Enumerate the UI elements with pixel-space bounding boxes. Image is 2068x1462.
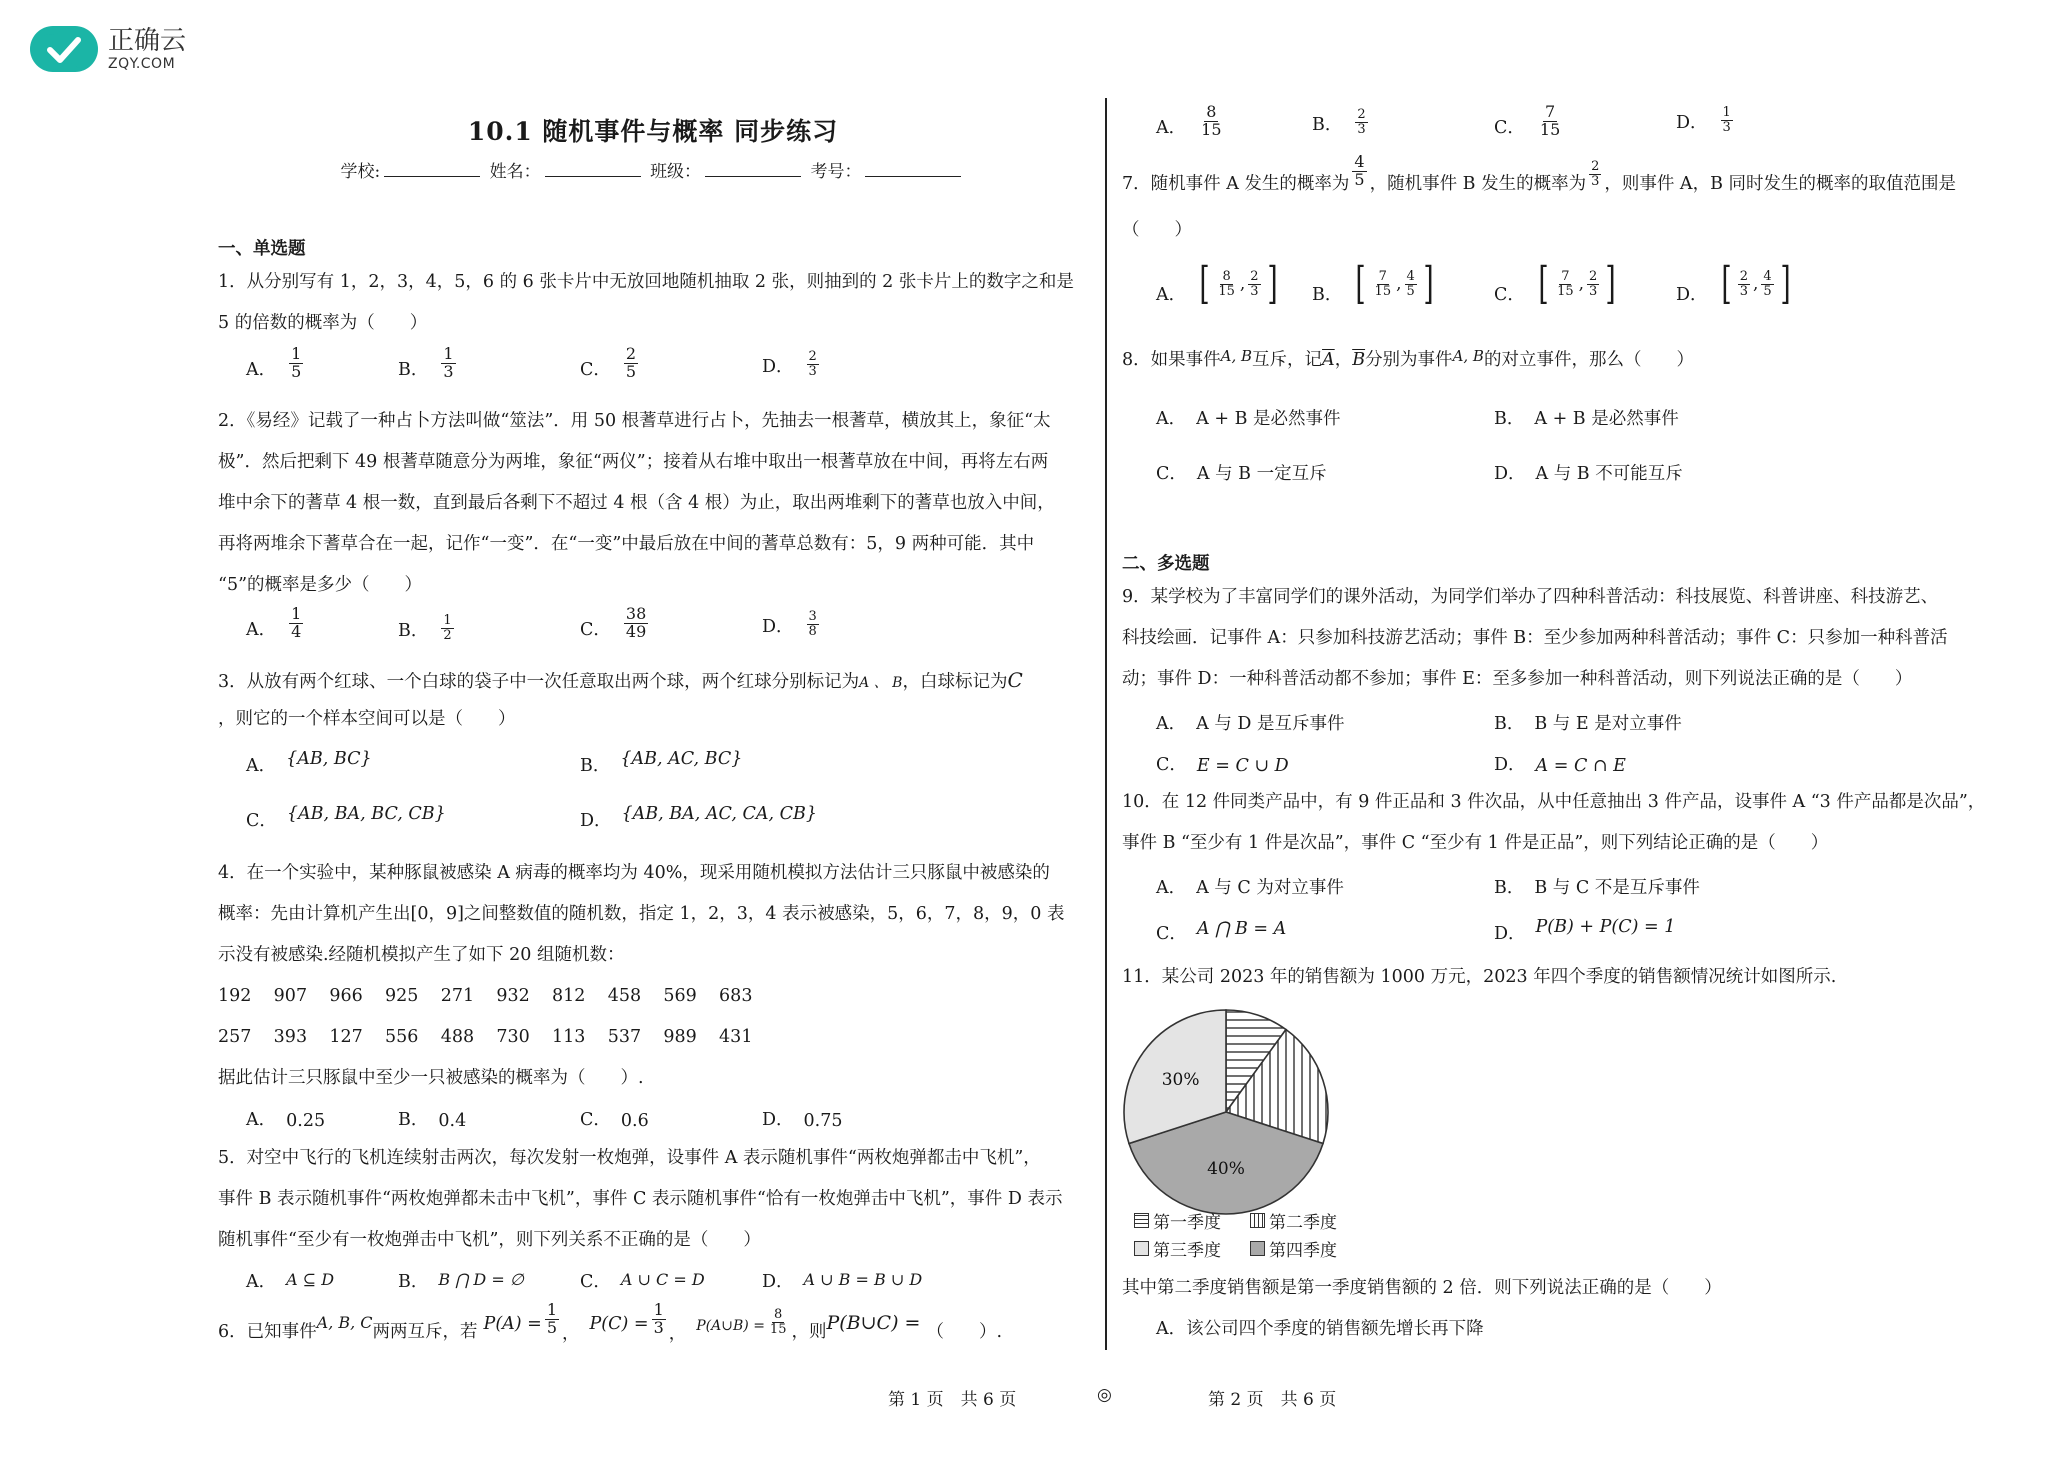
q11-line-2: 其中第二季度销售额是第一季度销售额的 2 倍．则下列说法正确的是（ ） bbox=[1122, 1278, 1722, 1298]
q6-option-d[interactable] bbox=[1676, 106, 1736, 134]
q7-mid: ，随机事件 B 发生的概率为 bbox=[1369, 173, 1587, 194]
q9-option-c[interactable] bbox=[1156, 751, 1289, 776]
q4-option-a[interactable] bbox=[246, 1106, 325, 1131]
q1-line-1: 1．从分别写有 1，2，3，4，5，6 的 6 张卡片中无放回地随机抽取 2 张，则抽到的 2 张卡片上的数字之和是 bbox=[218, 272, 1074, 292]
option-set: {AB, AC, BC} bbox=[620, 749, 743, 769]
q2-option-b[interactable] bbox=[398, 614, 457, 642]
q8-mid2: 分别为事件 bbox=[1365, 350, 1453, 370]
denominator: 5 bbox=[1763, 283, 1772, 299]
checkmark-cloud-icon bbox=[30, 26, 98, 72]
option-label: C． bbox=[580, 619, 611, 640]
q2-line-2: 极”．然后把剩下 49 根蓍草随意分为两堆，象征“两仪”；接着从右堆中取出一根蓍草放在中间，再将左右两 bbox=[218, 452, 1049, 472]
option-text: P(B) + P(C) = 1 bbox=[1535, 917, 1676, 937]
option-label: D． bbox=[1676, 285, 1708, 305]
q8-option-a[interactable] bbox=[1156, 405, 1341, 430]
option-text: A ⋂ B = A bbox=[1196, 919, 1287, 939]
denominator: 49 bbox=[625, 621, 647, 641]
q2-option-a[interactable] bbox=[246, 606, 306, 641]
denominator: 3 bbox=[443, 361, 454, 381]
option-text: A ∪ C = D bbox=[620, 1270, 705, 1289]
legend-label: 第一季度 bbox=[1153, 1213, 1221, 1233]
q6-then: ，则 bbox=[791, 1321, 827, 1342]
q6-pc-den: 3 bbox=[653, 1317, 664, 1337]
random-number: 537 bbox=[607, 1027, 642, 1047]
q10-option-a[interactable] bbox=[1156, 874, 1344, 899]
q2-line-1: 2．《易经》记载了一种占卜方法叫做“筮法”．用 50 根蓍草进行占卜，先抽去一根蓍草，横放其上，象征“太 bbox=[218, 411, 1051, 431]
q6-mid: 两两互斥，若 bbox=[372, 1321, 478, 1342]
page-title: 10.1 随机事件与概率 同步练习 bbox=[467, 117, 839, 146]
option-text: B 与 E 是对立事件 bbox=[1534, 714, 1682, 734]
legend-item-q2 bbox=[1250, 1208, 1337, 1233]
q10-option-c[interactable] bbox=[1156, 920, 1286, 945]
q9-line-1: 9．某学校为了丰富同学们的课外活动，为同学们举办了四种科普活动：科技展览、科普讲座、科技游艺、 bbox=[1122, 587, 1939, 607]
denominator: 2 bbox=[443, 627, 452, 643]
option-text: A ⊆ D bbox=[286, 1270, 335, 1289]
q6-pab-den: 15 bbox=[769, 1321, 787, 1337]
q10-option-b[interactable] bbox=[1494, 874, 1700, 899]
option-label: A． bbox=[1156, 117, 1187, 138]
q4-option-d[interactable] bbox=[762, 1106, 843, 1131]
random-number: 488 bbox=[440, 1027, 475, 1047]
random-number: 812 bbox=[552, 986, 586, 1006]
numerator: 1 bbox=[1722, 105, 1731, 120]
q7-b-den: 3 bbox=[1591, 173, 1600, 189]
option-label: B． bbox=[1494, 714, 1525, 734]
q7-a-den: 5 bbox=[1354, 169, 1365, 189]
option-text: B ⋂ D = ∅ bbox=[438, 1270, 524, 1289]
option-label: B． bbox=[580, 756, 611, 776]
option-label: C． bbox=[1494, 285, 1525, 305]
legend-label: 第四季度 bbox=[1269, 1241, 1337, 1261]
denominator: 3 bbox=[1357, 121, 1366, 137]
q6-events: A, B, C bbox=[316, 1313, 373, 1333]
class-label: 班级： bbox=[650, 162, 702, 182]
legend-swatch bbox=[1134, 1241, 1149, 1256]
option-text: A = C ∩ E bbox=[1535, 756, 1626, 776]
option-label: C． bbox=[246, 811, 277, 831]
name-blank bbox=[545, 162, 641, 177]
sales-pie-chart bbox=[1122, 1000, 1352, 1230]
q7-line-2: （ ） bbox=[1122, 220, 1192, 240]
q6-pc: P(C) = bbox=[589, 1313, 649, 1334]
legend-item-q1 bbox=[1134, 1208, 1221, 1233]
denominator: 15 bbox=[1557, 283, 1574, 299]
q1-option-c[interactable] bbox=[580, 346, 641, 381]
q10-line-2: 事件 B “至少有 1 件是次品”，事件 C “至少有 1 件是正品”，则下列结论正确的是（ ） bbox=[1122, 833, 1829, 853]
option-text: A + B 是必然事件 bbox=[1534, 409, 1679, 429]
option-text: A + B 是必然事件 bbox=[1196, 409, 1341, 429]
q7-post: ，则事件 A，B 同时发生的概率的取值范围是 bbox=[1604, 173, 1956, 194]
q8-sep: ， bbox=[1334, 350, 1353, 370]
q2-line-5: “5”的概率是多少（ ） bbox=[218, 575, 423, 595]
option-label: A． bbox=[246, 1110, 277, 1130]
option-text: B 与 C 不是互斥事件 bbox=[1534, 878, 1700, 898]
option-label: D． bbox=[580, 811, 612, 831]
q9-option-a[interactable] bbox=[1156, 710, 1345, 735]
random-number: 431 bbox=[719, 1027, 753, 1047]
random-number: 458 bbox=[607, 986, 642, 1006]
section-single-choice: 一、单选题 bbox=[218, 239, 306, 259]
denominator: 3 bbox=[1589, 283, 1598, 299]
numerator: 2 bbox=[1250, 268, 1259, 284]
option-label: D． bbox=[762, 1110, 794, 1130]
q8-events-2: A, B bbox=[1452, 347, 1484, 365]
option-text: A 与 B 不可能互斥 bbox=[1535, 464, 1683, 484]
q7-a-num: 4 bbox=[1354, 152, 1365, 171]
q8-option-c[interactable] bbox=[1156, 460, 1327, 485]
random-number: 925 bbox=[385, 986, 419, 1006]
q6-pa: P(A) = bbox=[483, 1313, 542, 1334]
option-label: B． bbox=[1494, 409, 1525, 429]
option-label: D． bbox=[1494, 924, 1526, 944]
q9-option-b[interactable] bbox=[1494, 710, 1682, 735]
q3-option-a[interactable] bbox=[246, 749, 372, 777]
logo-domain: ZQY.COM bbox=[108, 55, 176, 72]
random-number: 192 bbox=[218, 986, 252, 1006]
random-number: 730 bbox=[496, 1027, 530, 1047]
class-blank bbox=[705, 162, 801, 177]
option-label: B． bbox=[398, 359, 429, 380]
q6-pc-num: 1 bbox=[653, 1300, 664, 1319]
denominator: 15 bbox=[1374, 283, 1392, 299]
q8-prefix: 8．如果事件 bbox=[1122, 350, 1221, 370]
numerator: 3 bbox=[808, 609, 817, 624]
q6-pab: P(A∪B) = bbox=[696, 1317, 765, 1334]
legend-item-q3 bbox=[1134, 1236, 1221, 1261]
q5-line-2: 事件 B 表示随机事件“两枚炮弹都未击中飞机”，事件 C 表示随机事件“恰有一枚炮弹击中飞机”，事件 D 表示 bbox=[218, 1189, 1063, 1209]
option-text: A ∪ B = B ∪ D bbox=[803, 1270, 923, 1289]
option-set: {AB, BA, AC, CA, CB} bbox=[621, 804, 817, 824]
option-label: D． bbox=[762, 617, 794, 638]
numerator: 2 bbox=[1589, 268, 1598, 284]
numerator: 1 bbox=[443, 344, 454, 363]
student-info-line bbox=[218, 157, 1088, 182]
q11-line-1: 11．某公司 2023 年的销售额为 1000 万元，2023 年四个季度的销售额情况统计如图所示. bbox=[1122, 967, 1837, 987]
option-label: C． bbox=[1494, 117, 1525, 138]
random-number: 569 bbox=[663, 986, 697, 1006]
q4-line-1: 4．在一个实验中，某种豚鼠被感染 A 病毒的概率均为 40%，现采用随机模拟方法估计三只豚鼠中被感染的 bbox=[218, 863, 1050, 883]
q8-a-complement: $\overline{A}$ bbox=[1322, 350, 1335, 370]
numerator: 1 bbox=[443, 613, 452, 628]
option-label: C． bbox=[580, 1110, 611, 1130]
q8-line bbox=[1122, 347, 1694, 371]
denominator: 15 bbox=[1539, 119, 1561, 139]
numerator: 7 bbox=[1561, 268, 1570, 284]
q3-text-a: 3．从放有两个红球、一个白球的袋子中一次任意取出两个球，两个红球分别标记为 bbox=[218, 672, 860, 692]
q3-option-c[interactable] bbox=[246, 804, 446, 832]
q5-option-b[interactable] bbox=[398, 1268, 524, 1293]
option-text: 0.4 bbox=[438, 1111, 467, 1131]
denominator: 5 bbox=[625, 361, 637, 381]
q2-option-d[interactable] bbox=[762, 610, 822, 638]
option-label: D． bbox=[762, 1272, 794, 1292]
q7-option-c[interactable]: C． [ $\frac{7}{15}$ , $\frac{2}{3}$ ] bbox=[1494, 258, 1617, 309]
numerator: 1 bbox=[291, 344, 302, 363]
option-label: D． bbox=[1494, 755, 1526, 775]
q9-line-3: 动；事件 D：一种科普活动都不参加；事件 E：至多参加一种科普活动，则下列说法正确的是（ ） bbox=[1122, 669, 1913, 689]
q7-line-1 bbox=[1122, 152, 1956, 195]
denominator: 3 bbox=[808, 363, 817, 379]
numerator: 2 bbox=[1357, 107, 1366, 122]
option-label: B． bbox=[398, 1110, 429, 1130]
random-number: 989 bbox=[663, 1027, 697, 1047]
option-text: E = C ∪ D bbox=[1196, 756, 1289, 776]
q4-line-3: 示没有被感染.经随机模拟产生了如下 20 组随机数： bbox=[218, 945, 625, 965]
q4-random-row-1 bbox=[218, 986, 752, 1007]
numerator: 4 bbox=[1406, 268, 1415, 284]
option-label: C． bbox=[580, 1272, 611, 1292]
numerator: 8 bbox=[1222, 268, 1231, 284]
legend-swatch bbox=[1250, 1241, 1265, 1256]
q1-option-b[interactable] bbox=[398, 346, 459, 381]
q5-line-1: 5．对空中飞行的飞机连续射击两次，每次发射一枚炮弹，设事件 A 表示随机事件“两枚炮弹都击中飞机”， bbox=[218, 1148, 1041, 1168]
q11-option-a[interactable]: A．该公司四个季度的销售额先增长再下降 bbox=[1156, 1319, 1484, 1339]
q4-random-row-2 bbox=[218, 1027, 752, 1048]
option-label: D． bbox=[762, 357, 794, 378]
q4-line-2: 概率：先由计算机产生出[0，9]之间整数值的随机数，指定 1，2，3，4 表示被感染，5，6，7，8，9，0 表 bbox=[218, 904, 1065, 924]
random-number: 683 bbox=[719, 986, 753, 1006]
name-label: 姓名： bbox=[489, 162, 541, 182]
school-blank bbox=[384, 162, 480, 177]
denominator: 15 bbox=[1201, 119, 1222, 139]
school-label: 学校: bbox=[340, 162, 381, 182]
numerator: 1 bbox=[291, 604, 302, 623]
option-label: A． bbox=[246, 359, 277, 380]
q6-prefix: 6．已知事件 bbox=[218, 1321, 317, 1342]
q6-pab-num: 8 bbox=[774, 1307, 783, 1323]
q4-option-b[interactable] bbox=[398, 1106, 466, 1131]
q8-option-d[interactable] bbox=[1494, 460, 1683, 485]
option-set: {AB, BA, BC, CB} bbox=[286, 804, 446, 824]
q3-var-c: C bbox=[1007, 668, 1023, 692]
q10-option-d[interactable] bbox=[1494, 917, 1676, 945]
option-label: D． bbox=[1494, 464, 1526, 484]
option-text: A 与 C 为对立事件 bbox=[1196, 878, 1344, 898]
q1-option-d[interactable] bbox=[762, 350, 822, 378]
numerator: 8 bbox=[1206, 102, 1217, 121]
option-set: {AB, BC} bbox=[286, 749, 372, 769]
q9-line-2: 科技绘画．记事件 A：只参加科技游艺活动；事件 B：至少参加两种科普活动；事件 C：只参加一种科普活 bbox=[1122, 628, 1948, 648]
q2-option-c[interactable] bbox=[580, 606, 651, 641]
numerator: 2 bbox=[1739, 268, 1748, 284]
option-label: B． bbox=[398, 621, 429, 642]
random-number: 257 bbox=[218, 1027, 252, 1047]
q8-b-complement: $\overline{B}$ bbox=[1352, 350, 1366, 370]
footer-center-mark: ◎ bbox=[1097, 1385, 1112, 1405]
option-label: A． bbox=[1156, 714, 1187, 734]
option-label: A． bbox=[246, 619, 277, 640]
column-divider bbox=[1105, 98, 1107, 1350]
q6-tail: （ ）. bbox=[926, 1321, 1003, 1342]
q5-option-a[interactable] bbox=[246, 1268, 334, 1293]
q6-option-c[interactable] bbox=[1494, 104, 1565, 139]
option-label: B． bbox=[1312, 285, 1343, 305]
q5-option-c[interactable] bbox=[580, 1268, 705, 1293]
option-label: A． bbox=[246, 756, 277, 776]
q8-mid: 互斥，记 bbox=[1252, 350, 1323, 370]
q7-option-a[interactable]: A． [ $\frac{8}{15}$ , $\frac{2}{3}$ ] bbox=[1156, 258, 1278, 309]
section-multiple-choice: 二、多选题 bbox=[1122, 554, 1210, 574]
option-label: A． bbox=[1156, 878, 1187, 898]
q3-vars-ab: A 、 B bbox=[859, 675, 903, 691]
numerator: 2 bbox=[808, 349, 817, 364]
random-number: 966 bbox=[329, 986, 363, 1006]
exam-number-label: 考号： bbox=[810, 162, 862, 182]
q5-option-d[interactable] bbox=[762, 1268, 922, 1293]
q3-line-2: ，则它的一个样本空间可以是（ ） bbox=[218, 709, 516, 729]
denominator: 5 bbox=[1406, 283, 1415, 299]
q7-option-d[interactable]: D． [ $\frac{2}{3}$ , $\frac{4}{5}$ ] bbox=[1676, 258, 1791, 309]
numerator: 38 bbox=[625, 604, 647, 623]
denominator: 3 bbox=[1739, 283, 1748, 299]
option-label: D． bbox=[1676, 113, 1708, 134]
q1-option-a[interactable] bbox=[246, 346, 306, 381]
q3-option-b[interactable] bbox=[580, 749, 743, 777]
q7-option-b[interactable]: B． [ $\frac{7}{15}$ , $\frac{4}{5}$ ] bbox=[1312, 258, 1434, 309]
legend-item-q4 bbox=[1250, 1236, 1337, 1261]
pie-label-3: 30% bbox=[1161, 1070, 1200, 1091]
q4-option-c[interactable] bbox=[580, 1106, 649, 1131]
denominator: 15 bbox=[1218, 283, 1235, 299]
random-number: 932 bbox=[496, 986, 530, 1006]
random-number: 907 bbox=[273, 986, 308, 1006]
q3-line-1 bbox=[218, 668, 1023, 693]
numerator: 4 bbox=[1763, 268, 1772, 284]
q8-events: A, B bbox=[1220, 347, 1253, 365]
q3-option-d[interactable] bbox=[580, 804, 817, 832]
q6-option-b[interactable] bbox=[1312, 108, 1371, 136]
exam-number-blank bbox=[865, 162, 961, 177]
q6-option-a[interactable] bbox=[1156, 104, 1227, 139]
page-footer-left: 第 1 页 共 6 页 bbox=[888, 1390, 1017, 1410]
numerator: 2 bbox=[625, 344, 637, 363]
option-label: C． bbox=[1156, 924, 1187, 944]
denominator: 8 bbox=[808, 623, 817, 639]
denominator: 3 bbox=[1722, 119, 1731, 135]
random-number: 271 bbox=[440, 986, 475, 1006]
option-text: A 与 B 一定互斥 bbox=[1196, 464, 1327, 484]
option-label: C． bbox=[1156, 755, 1187, 775]
page-footer-right: 第 2 页 共 6 页 bbox=[1208, 1390, 1337, 1410]
q4-question: 据此估计三只豚鼠中至少一只被感染的概率为（ ）. bbox=[218, 1068, 644, 1088]
option-label: B． bbox=[398, 1272, 429, 1292]
denominator: 4 bbox=[291, 621, 302, 641]
option-label: B． bbox=[1494, 878, 1525, 898]
numerator: 7 bbox=[1544, 102, 1556, 121]
denominator: 3 bbox=[1250, 283, 1259, 299]
q6-pbc: P(B∪C) = bbox=[826, 1311, 921, 1334]
legend-swatch bbox=[1250, 1213, 1265, 1228]
q7-prefix: 7．随机事件 A 发生的概率为 bbox=[1122, 173, 1350, 194]
q3-text-b: ，白球标记为 bbox=[902, 672, 1008, 692]
option-text: 0.6 bbox=[620, 1111, 649, 1131]
logo-name: 正确云 bbox=[108, 25, 187, 56]
q6-line: 6．已知事件 A, B, C 两两互斥，若 P(A) = $\frac{1}{5}$ ， P(C) = $\frac{1}{3}$ ， P(A∪B) = $\frac{8}{15}$ ，则 P(B∪C) = （ ）. bbox=[218, 1300, 1003, 1344]
q8-option-b[interactable] bbox=[1494, 405, 1679, 430]
option-text: 0.25 bbox=[286, 1111, 326, 1131]
q2-line-4: 再将两堆余下蓍草合在一起，记作“一变”．在“一变”中最后放在中间的蓍草总数有：5，9 两种可能．其中 bbox=[218, 534, 1035, 554]
option-text: A 与 D 是互斥事件 bbox=[1196, 714, 1345, 734]
random-number: 393 bbox=[273, 1027, 308, 1047]
brand-logo bbox=[30, 26, 186, 72]
option-text: 0.75 bbox=[803, 1111, 843, 1131]
option-label: C． bbox=[1156, 464, 1187, 484]
pie-label-4: 40% bbox=[1207, 1159, 1245, 1180]
option-label: A． bbox=[1156, 285, 1187, 305]
q2-line-3: 堆中余下的蓍草 4 根一数，直到最后各剩下不超过 4 根（含 4 根）为止，取出两堆剩下的蓍草也放入中间， bbox=[218, 493, 1055, 513]
q8-post: 的对立事件，那么（ ） bbox=[1483, 350, 1694, 370]
random-number: 113 bbox=[552, 1027, 586, 1047]
numerator: 7 bbox=[1378, 268, 1387, 284]
q1-line-2: 5 的倍数的概率为（ ） bbox=[218, 313, 428, 333]
q5-line-3: 随机事件“至少有一枚炮弹击中飞机”，则下列关系不正确的是（ ） bbox=[218, 1230, 761, 1250]
option-label: B． bbox=[1312, 115, 1343, 136]
q9-option-d[interactable] bbox=[1494, 751, 1626, 776]
q6-pa-num: 1 bbox=[546, 1300, 558, 1319]
random-number: 556 bbox=[385, 1027, 419, 1047]
option-label: C． bbox=[580, 359, 611, 380]
legend-label: 第三季度 bbox=[1153, 1241, 1221, 1261]
option-label: A． bbox=[1156, 409, 1187, 429]
q7-b-num: 2 bbox=[1591, 159, 1600, 175]
q10-line-1: 10．在 12 件同类产品中，有 9 件正品和 3 件次品，从中任意抽出 3 件产品，设事件 A “3 件产品都是次品”， bbox=[1122, 792, 1986, 812]
legend-label: 第二季度 bbox=[1269, 1213, 1337, 1233]
legend-swatch bbox=[1134, 1213, 1149, 1228]
random-number: 127 bbox=[329, 1027, 363, 1047]
option-label: A． bbox=[246, 1272, 277, 1292]
q6-pa-den: 5 bbox=[546, 1317, 558, 1337]
denominator: 5 bbox=[291, 361, 302, 381]
